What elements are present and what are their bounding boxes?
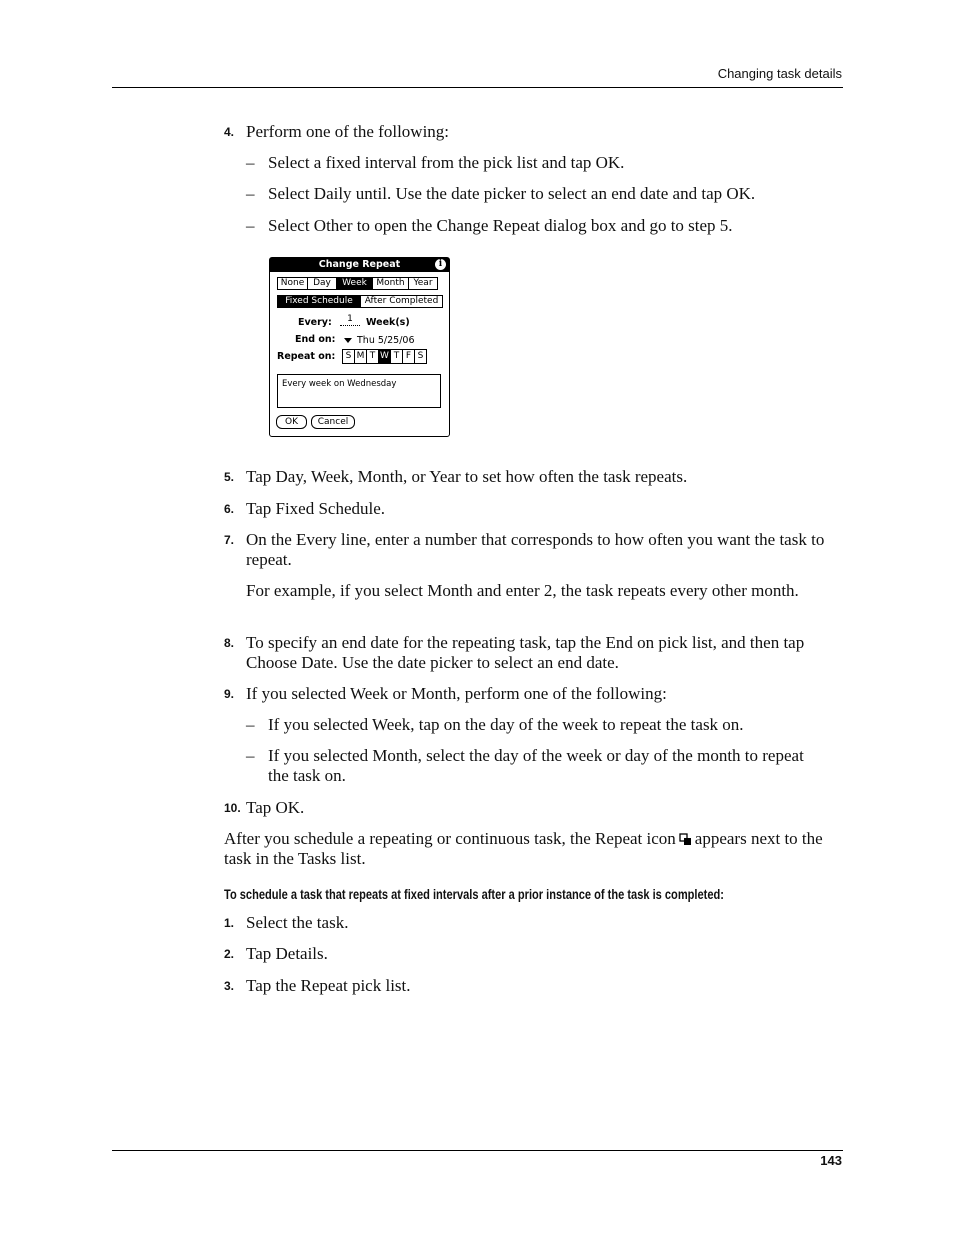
repeat-type-tabs	[277, 277, 438, 290]
every-label: Every:	[298, 317, 332, 328]
step-number: 1.	[224, 916, 235, 930]
step-number: 10.	[224, 801, 241, 815]
header-rule	[112, 87, 843, 88]
step-number: 2.	[224, 947, 235, 961]
option-text: Select Daily until. Use the date picker to select an end date and tap OK.	[268, 184, 756, 203]
day-wednesday[interactable]: W	[379, 350, 391, 363]
paragraph-text-start: After you schedule a repeating or continuous task, the Repeat icon	[224, 829, 676, 848]
running-header: Changing task details	[717, 66, 842, 81]
repeat-icon	[679, 833, 692, 846]
dialog-title: Change Repeat	[270, 258, 449, 272]
after-completed-button[interactable]: After Completed	[361, 296, 442, 307]
dash-bullet: –	[246, 715, 255, 734]
footer-rule	[112, 1150, 843, 1151]
pick-list-arrow-icon[interactable]	[344, 338, 352, 343]
day-monday[interactable]: M	[355, 350, 367, 363]
dash-bullet: –	[246, 184, 255, 203]
step-number: 3.	[224, 979, 235, 993]
end-on-label: End on:	[295, 334, 336, 345]
paragraph-text-end: appears next to the task in the Tasks list.	[224, 829, 823, 868]
step-text: To specify an end date for the repeating task, tap the End on pick list, and then tap Choose Date. Use the date picker to select an end date.	[246, 633, 805, 672]
step-text: Tap Details.	[246, 944, 328, 963]
step-number: 9.	[224, 687, 235, 701]
page-number: 143	[820, 1153, 842, 1168]
day-tuesday[interactable]: T	[367, 350, 379, 363]
tab-none[interactable]: None	[278, 278, 308, 289]
step-text: If you selected Week or Month, perform one of the following:	[246, 684, 667, 703]
schedule-mode-toggle	[277, 295, 443, 308]
dash-bullet: –	[246, 216, 255, 235]
step-number: 8.	[224, 636, 235, 650]
repeat-icon-paragraph	[224, 829, 844, 869]
option-text: If you selected Week, tap on the day of the week to repeat the task on.	[268, 715, 744, 734]
ok-button[interactable]: OK	[276, 415, 307, 429]
dash-bullet: –	[246, 746, 255, 765]
dash-bullet: –	[246, 153, 255, 172]
repeat-description: Every week on Wednesday	[277, 374, 441, 408]
every-input[interactable]: 1	[340, 314, 360, 326]
option-text: Select a fixed interval from the pick list and tap OK.	[268, 153, 625, 172]
step-text: Tap Fixed Schedule.	[246, 499, 386, 518]
cancel-button[interactable]: Cancel	[311, 415, 355, 429]
procedure-heading: To schedule a task that repeats at fixed intervals after a prior instance of the task is completed:	[224, 887, 724, 902]
step-text: Perform one of the following:	[246, 122, 450, 141]
step-text: Tap OK.	[246, 798, 305, 817]
step-text: On the Every line, enter a number that corresponds to how often you want the task to repeat.	[246, 530, 825, 569]
fixed-schedule-button[interactable]: Fixed Schedule	[278, 296, 361, 307]
day-thursday[interactable]: T	[391, 350, 403, 363]
day-friday[interactable]: F	[403, 350, 415, 363]
repeat-on-days	[342, 349, 427, 364]
step-number: 7.	[224, 533, 235, 547]
day-sunday[interactable]: S	[343, 350, 355, 363]
step-text: Select the task.	[246, 913, 349, 932]
day-saturday[interactable]: S	[417, 351, 424, 361]
step-text: Tap Day, Week, Month, or Year to set how often the task repeats.	[246, 467, 688, 486]
step-text: Tap the Repeat pick list.	[246, 976, 411, 995]
step-number: 4.	[224, 125, 235, 139]
change-repeat-dialog	[269, 257, 450, 437]
every-unit: Week(s)	[366, 317, 410, 328]
step-number: 6.	[224, 502, 235, 516]
tab-month[interactable]: Month	[373, 278, 409, 289]
tab-week[interactable]: Week	[337, 278, 373, 289]
option-text: If you selected Month, select the day of the week or day of the month to repeat the task on.	[268, 746, 804, 785]
step-number: 5.	[224, 470, 235, 484]
end-on-picker[interactable]: Thu 5/25/06	[357, 335, 415, 346]
repeat-on-label: Repeat on:	[277, 351, 336, 362]
info-icon[interactable]: i	[435, 259, 446, 270]
step-note: For example, if you select Month and enter 2, the task repeats every other month.	[246, 581, 799, 600]
tab-day[interactable]: Day	[308, 278, 337, 289]
option-text: Select Other to open the Change Repeat dialog box and go to step 5.	[268, 216, 733, 235]
tab-year[interactable]: Year	[409, 278, 437, 289]
